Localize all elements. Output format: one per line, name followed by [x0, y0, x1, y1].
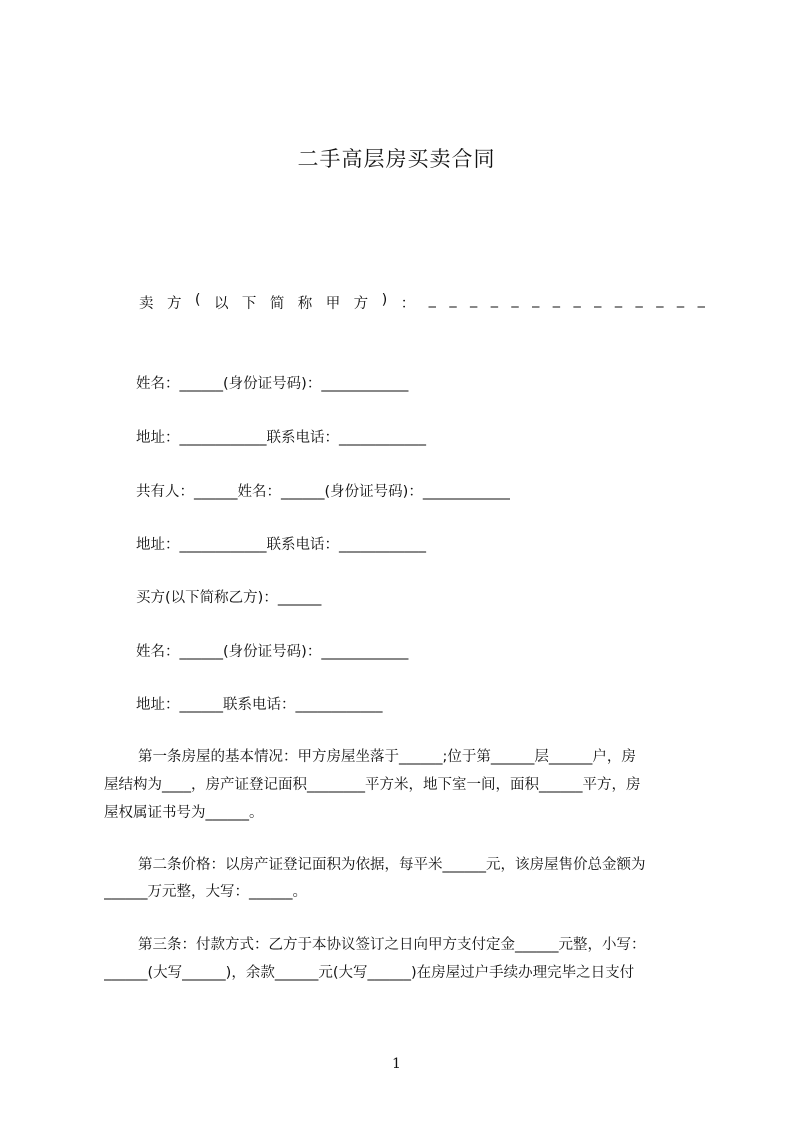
- seller-char: _: [449, 292, 457, 308]
- page-number: 1: [392, 1056, 401, 1072]
- article3-line: ______(大写______)，余款______元(大写______)在房屋过户手续办理完毕之日支付: [104, 965, 635, 981]
- article2-line: 第二条价格：以房产证登记面积为依据，每平米______元，该房屋售价总金额为: [138, 857, 646, 873]
- seller-char: _: [573, 292, 581, 308]
- seller-char: (: [194, 292, 201, 308]
- seller-char: _: [594, 292, 602, 308]
- seller-char: _: [470, 292, 478, 308]
- seller-char: _: [614, 292, 623, 308]
- seller-name-line: 姓名：______(身份证号码)：____________: [136, 376, 409, 392]
- seller-char: 方: [166, 296, 182, 312]
- co-owner-address-line: 地址：____________联系电话：____________: [136, 537, 426, 553]
- seller-char: 甲: [325, 296, 341, 312]
- seller-char: 以: [213, 296, 229, 312]
- seller-char: 下: [241, 296, 257, 312]
- article2-line: ______万元整，大写：______。: [104, 884, 307, 900]
- seller-char: 称: [297, 296, 313, 312]
- article1-line: 屋权属证书号为______。: [104, 805, 264, 821]
- seller-char: _: [552, 292, 561, 308]
- seller-char: _: [697, 292, 705, 308]
- article1-line: 屋结构为____，房产证登记面积________平方米，地下室一间，面积______平方，房: [104, 777, 641, 793]
- seller-char: 简: [269, 296, 285, 312]
- seller-address-line: 地址：____________联系电话：____________: [136, 430, 426, 446]
- document-title: 二手高层房买卖合同: [297, 147, 496, 171]
- seller-char: _: [428, 292, 436, 308]
- seller-char: _: [635, 292, 643, 308]
- buyer-address-line: 地址：______联系电话：____________: [136, 697, 383, 713]
- seller-line: [139, 292, 705, 313]
- co-owner-line: 共有人：______姓名：______(身份证号码)：____________: [136, 484, 510, 500]
- seller-char: 卖: [139, 296, 154, 312]
- seller-char: ): [381, 292, 388, 308]
- seller-char: _: [656, 292, 664, 308]
- seller-char: 方: [353, 296, 369, 312]
- buyer-name-line: 姓名：______(身份证号码)：____________: [136, 644, 409, 660]
- seller-char: _: [490, 292, 498, 308]
- seller-char: _: [511, 292, 519, 308]
- seller-char: ：: [400, 296, 416, 312]
- article1-line: 第一条房屋的基本情况：甲方房屋坐落于______;位于第______层______户，房: [138, 749, 636, 765]
- buyer-line: 买方(以下简称乙方)：______: [136, 590, 322, 606]
- article3-line: 第三条：付款方式：乙方于本协议签订之日向甲方支付定金______元整，小写：: [138, 937, 646, 953]
- seller-char: _: [532, 292, 540, 308]
- seller-char: _: [676, 292, 685, 308]
